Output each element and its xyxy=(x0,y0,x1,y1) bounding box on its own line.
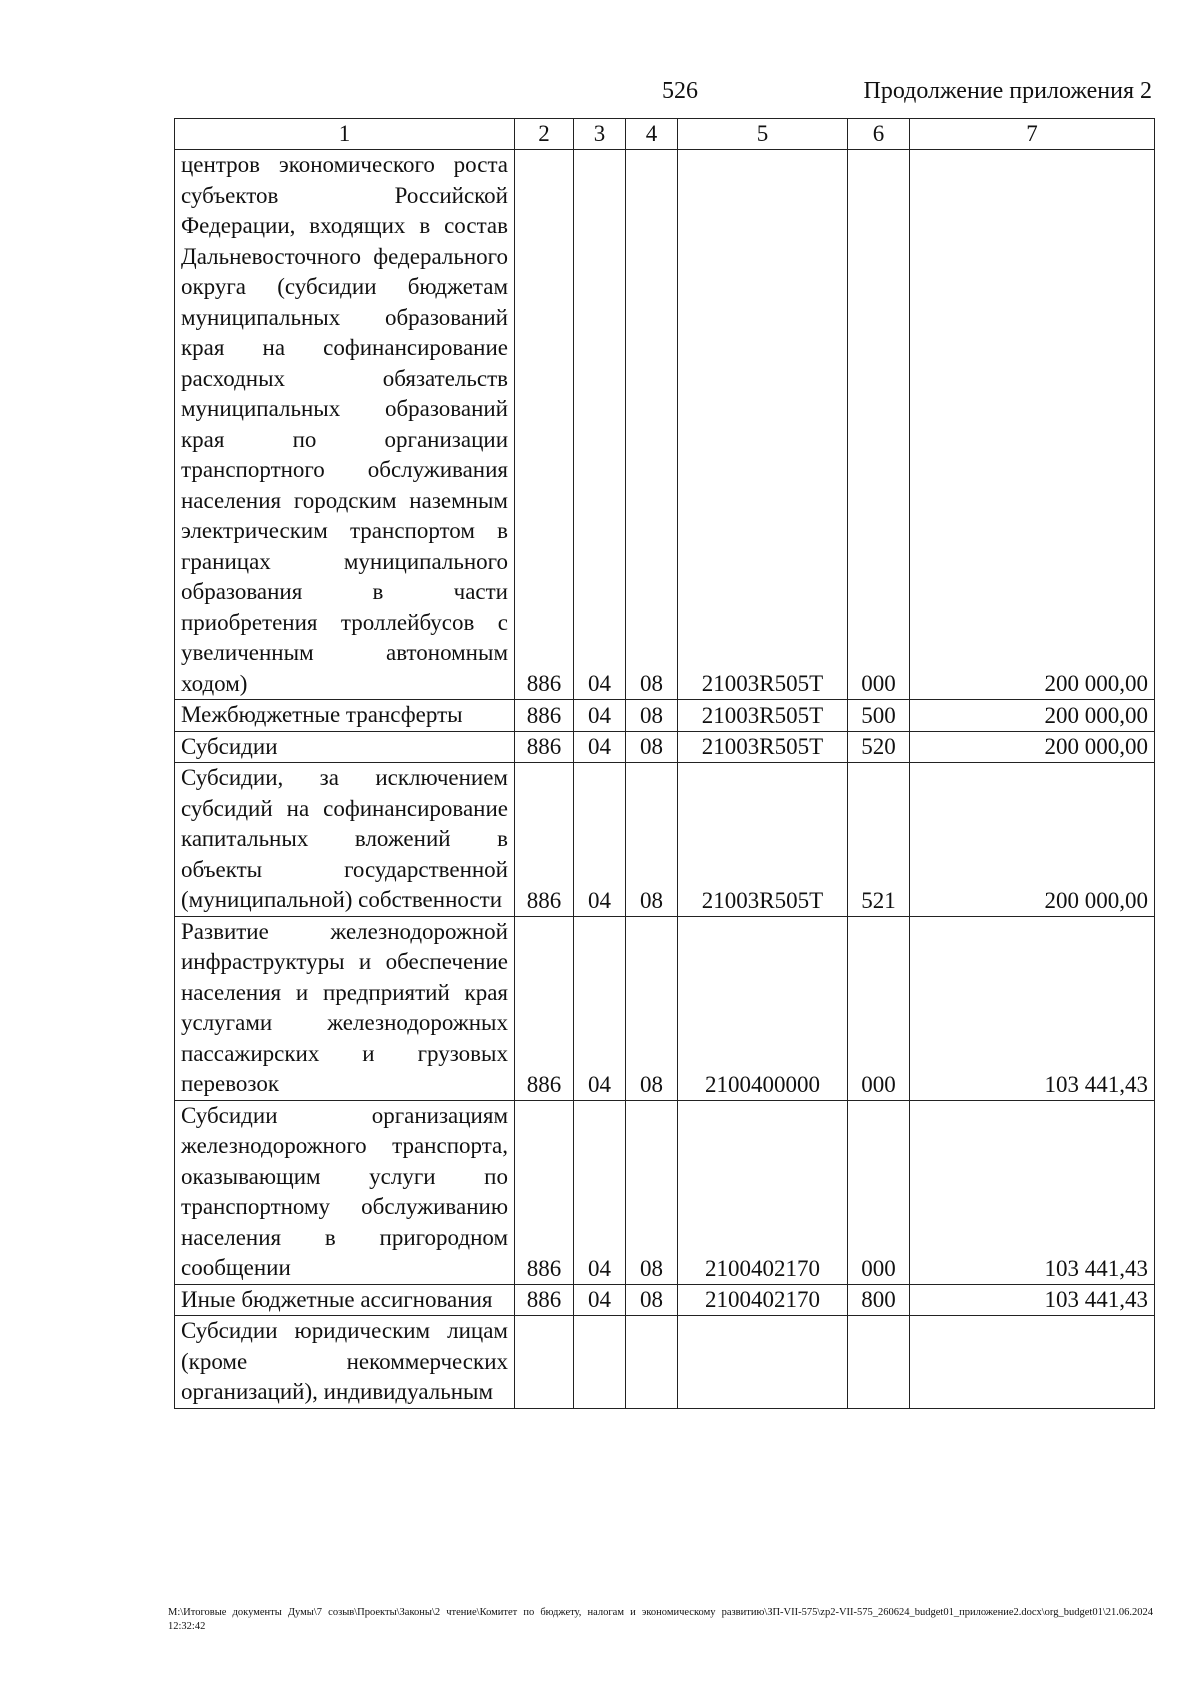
cell-section: 04 xyxy=(574,763,626,917)
cell-ministry-code: 886 xyxy=(515,916,574,1100)
cell-target-article: 21003R505T xyxy=(678,700,848,732)
table-row xyxy=(175,700,1155,732)
cell-amount xyxy=(910,1316,1155,1409)
cell-ministry-code xyxy=(515,1316,574,1409)
cell-ministry-code: 886 xyxy=(515,1284,574,1316)
row-description: Субсидии xyxy=(175,731,515,763)
row-description: Развитие железнодорожной инфраструктуры и обеспечение населения и предприятий края услугами железнодорожных пассажирских и грузовых перевозок xyxy=(175,916,515,1100)
cell-subsection: 08 xyxy=(626,1100,678,1284)
cell-subsection: 08 xyxy=(626,150,678,700)
table-row xyxy=(175,1100,1155,1284)
table-row xyxy=(175,731,1155,763)
table-row xyxy=(175,150,1155,700)
cell-amount: 200 000,00 xyxy=(910,763,1155,917)
cell-target-article: 21003R505T xyxy=(678,731,848,763)
cell-target-article: 21003R505T xyxy=(678,150,848,700)
table-row xyxy=(175,1284,1155,1316)
column-header-1: 1 xyxy=(175,119,515,150)
page-number: 526 xyxy=(662,78,698,104)
column-header-4: 4 xyxy=(626,119,678,150)
cell-section: 04 xyxy=(574,700,626,732)
table-row xyxy=(175,1316,1155,1409)
column-header-7: 7 xyxy=(910,119,1155,150)
cell-amount: 103 441,43 xyxy=(910,1100,1155,1284)
cell-expense-type: 000 xyxy=(848,916,910,1100)
cell-amount: 200 000,00 xyxy=(910,150,1155,700)
cell-expense-type: 521 xyxy=(848,763,910,917)
column-header-3: 3 xyxy=(574,119,626,150)
document-footer-path: M:\Итоговые документы Думы\7 созыв\Проекты\Законы\2 чтение\Комитет по бюджету, налогам и экономическому развитию\ЗП-VII-575\zp2-VII-575_260624_budget01_приложение2.docx\org_budget01\21.06.2024 12:32:42 xyxy=(168,1607,1153,1632)
cell-section: 04 xyxy=(574,150,626,700)
column-header-6: 6 xyxy=(848,119,910,150)
cell-subsection: 08 xyxy=(626,916,678,1100)
header-row xyxy=(175,119,1155,150)
cell-expense-type: 520 xyxy=(848,731,910,763)
cell-amount: 200 000,00 xyxy=(910,731,1155,763)
cell-section: 04 xyxy=(574,1284,626,1316)
cell-target-article: 2100400000 xyxy=(678,916,848,1100)
cell-target-article xyxy=(678,1316,848,1409)
column-header-2: 2 xyxy=(515,119,574,150)
cell-ministry-code: 886 xyxy=(515,150,574,700)
cell-ministry-code: 886 xyxy=(515,700,574,732)
table-row xyxy=(175,763,1155,917)
cell-target-article: 21003R505T xyxy=(678,763,848,917)
row-description: Субсидии, за исключением субсидий на софинансирование капитальных вложений в объекты государственной (муниципальной) собственности xyxy=(175,763,515,917)
cell-section xyxy=(574,1316,626,1409)
cell-subsection: 08 xyxy=(626,731,678,763)
cell-subsection xyxy=(626,1316,678,1409)
cell-subsection: 08 xyxy=(626,700,678,732)
cell-expense-type: 800 xyxy=(848,1284,910,1316)
cell-expense-type: 500 xyxy=(848,700,910,732)
table-row xyxy=(175,916,1155,1100)
row-description: Субсидии организациям железнодорожного транспорта, оказывающим услуги по транспортному обслуживанию населения в пригородном сообщении xyxy=(175,1100,515,1284)
cell-section: 04 xyxy=(574,1100,626,1284)
cell-amount: 103 441,43 xyxy=(910,916,1155,1100)
cell-target-article: 2100402170 xyxy=(678,1284,848,1316)
column-header-5: 5 xyxy=(678,119,848,150)
budget-table xyxy=(174,118,1155,1409)
cell-section: 04 xyxy=(574,731,626,763)
cell-expense-type: 000 xyxy=(848,1100,910,1284)
cell-subsection: 08 xyxy=(626,1284,678,1316)
cell-amount: 103 441,43 xyxy=(910,1284,1155,1316)
cell-section: 04 xyxy=(574,916,626,1100)
row-description: Иные бюджетные ассигнования xyxy=(175,1284,515,1316)
row-description: центров экономического роста субъектов Российской Федерации, входящих в состав Дальневосточного федерального округа (субсидии бюджетам муниципальных образований края на софинансирование расходных обязательств муниципальных образований края по организации транспортного обслуживания населения городским наземным электрическим транспортом в границах муниципального образования в части приобретения троллейбусов с увеличенным автономным ходом) xyxy=(175,150,515,700)
cell-ministry-code: 886 xyxy=(515,731,574,763)
cell-expense-type: 000 xyxy=(848,150,910,700)
row-description: Субсидии юридическим лицам (кроме некоммерческих организаций), индивидуальным xyxy=(175,1316,515,1409)
cell-ministry-code: 886 xyxy=(515,1100,574,1284)
cell-expense-type xyxy=(848,1316,910,1409)
cell-ministry-code: 886 xyxy=(515,763,574,917)
continuation-label: Продолжение приложения 2 xyxy=(863,78,1152,104)
cell-target-article: 2100402170 xyxy=(678,1100,848,1284)
cell-subsection: 08 xyxy=(626,763,678,917)
row-description: Межбюджетные трансферты xyxy=(175,700,515,732)
cell-amount: 200 000,00 xyxy=(910,700,1155,732)
